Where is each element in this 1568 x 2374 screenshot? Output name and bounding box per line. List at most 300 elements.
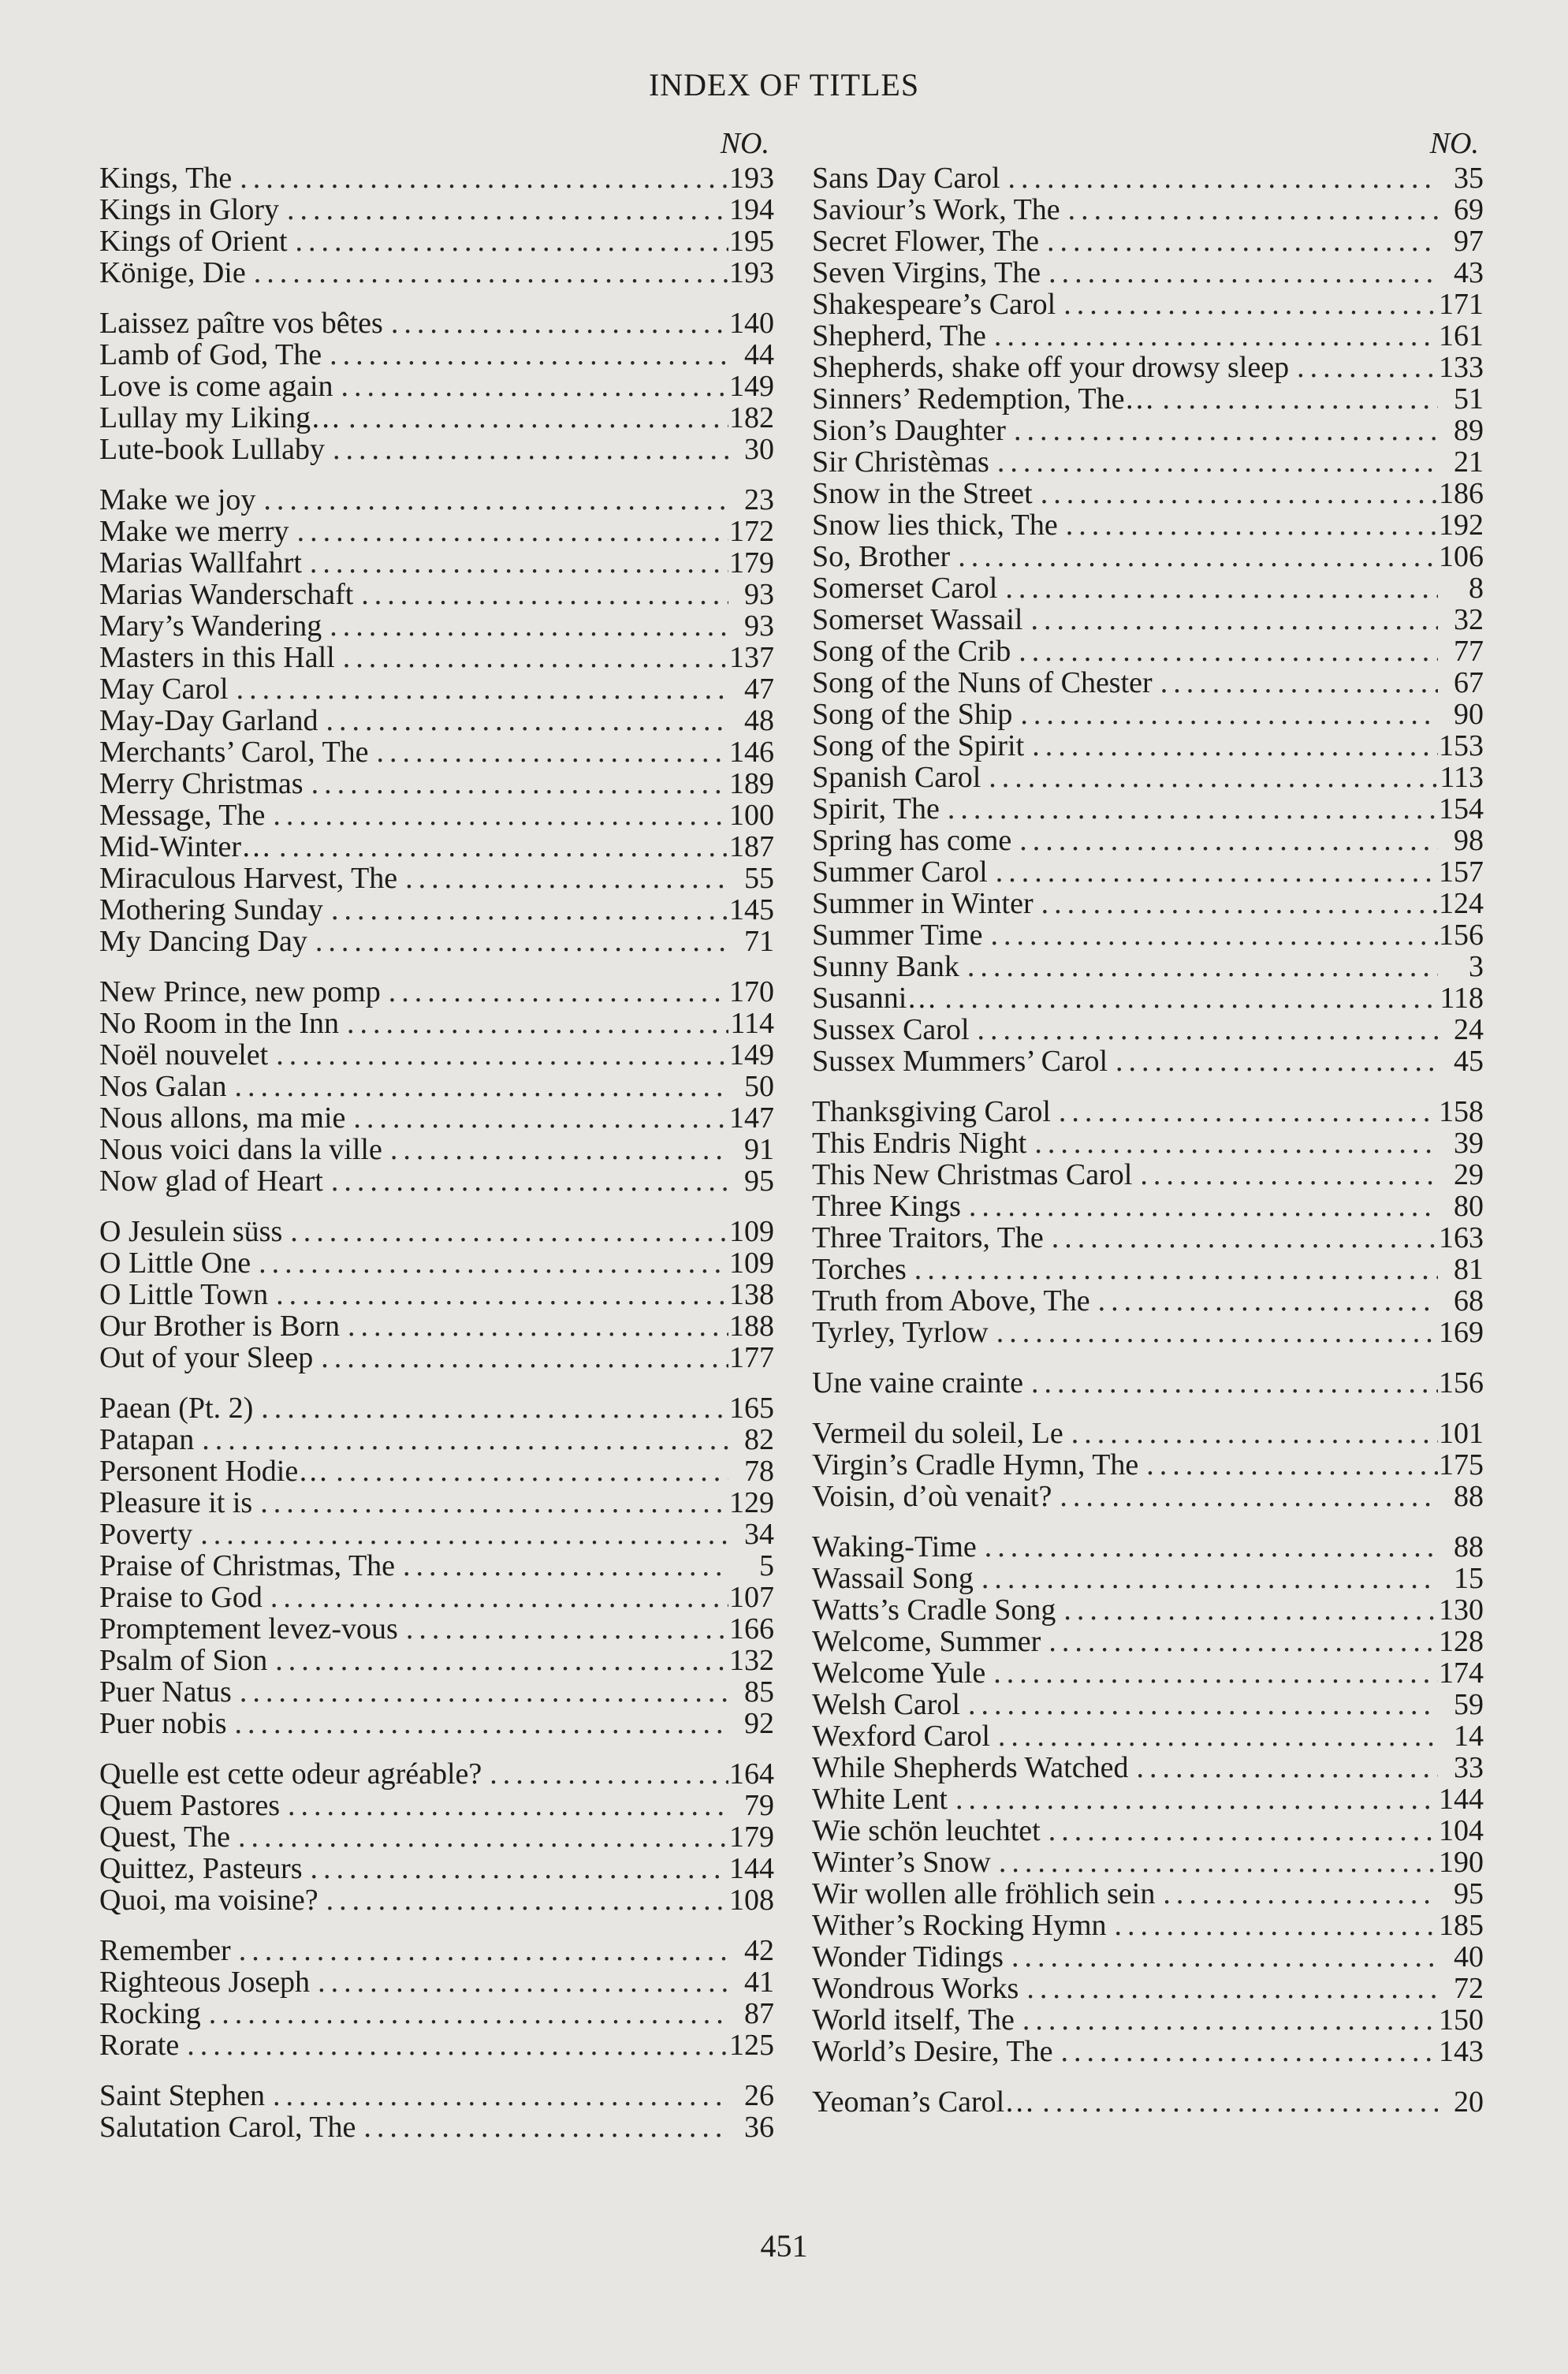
index-entry — [99, 610, 774, 642]
dot-leader — [937, 982, 1438, 1014]
entry-title: Merry Christmas — [99, 768, 304, 799]
dot-leader — [268, 1039, 728, 1071]
entry-number: 107 — [729, 1582, 774, 1613]
entry-title: Make we joy — [99, 484, 256, 516]
dot-leader — [1041, 257, 1438, 289]
dot-leader — [970, 1014, 1439, 1045]
dot-leader — [1107, 1910, 1438, 1941]
entry-number: 174 — [1439, 1657, 1484, 1689]
index-entry — [99, 831, 774, 863]
entry-title: Out of your Sleep — [99, 1342, 314, 1373]
dot-leader — [263, 1582, 728, 1613]
entry-title: Nous allons, ma mie — [99, 1102, 346, 1134]
dot-leader — [251, 1247, 728, 1279]
entry-number: 132 — [729, 1645, 774, 1676]
entry-title: Sussex Carol — [812, 1014, 970, 1045]
dot-leader — [194, 1424, 728, 1455]
entry-number: 190 — [1439, 1847, 1484, 1878]
entry-title: Sunny Bank — [812, 951, 959, 982]
entry-title: Saint Stephen — [99, 2080, 266, 2111]
entry-number: 154 — [1439, 793, 1484, 825]
entry-title: Sans Day Carol — [812, 162, 1000, 194]
dot-leader — [1000, 162, 1438, 194]
entry-title: Yeoman’s Carol… — [812, 2086, 1035, 2118]
entry-number: 14 — [1454, 1720, 1484, 1752]
entry-number: 138 — [729, 1279, 774, 1310]
dot-leader — [230, 1821, 728, 1853]
entry-number: 114 — [730, 1008, 774, 1039]
entry-number: 93 — [744, 579, 774, 610]
entry-title: Kings in Glory — [99, 194, 279, 225]
entry-title: Watts’s Cradle Song — [812, 1594, 1056, 1626]
dot-leader — [1026, 1127, 1438, 1159]
dot-leader — [302, 547, 728, 579]
index-entry — [812, 2004, 1484, 2036]
index-entry — [812, 1626, 1484, 1657]
entry-title: Wir wollen alle fröhlich sein — [812, 1878, 1156, 1910]
entry-number: 149 — [729, 1039, 774, 1071]
entry-title: Shepherds, shake off your drowsy sleep — [812, 352, 1290, 383]
dot-leader — [1041, 1626, 1438, 1657]
entry-title: This New Christmas Carol — [812, 1159, 1133, 1191]
dot-leader — [1051, 1096, 1438, 1127]
entry-title: Seven Virgins, The — [812, 257, 1041, 289]
entry-number: 33 — [1454, 1752, 1484, 1783]
entry-number: 169 — [1439, 1317, 1484, 1348]
dot-leader — [1011, 825, 1438, 856]
index-entry — [812, 1594, 1484, 1626]
entry-number: 26 — [744, 2080, 774, 2111]
entry-number: 21 — [1454, 446, 1484, 478]
index-entry — [99, 1708, 774, 1739]
index-letter-group — [99, 484, 774, 957]
entry-title: Voisin, d’où venait? — [812, 1481, 1052, 1512]
entry-number: 163 — [1439, 1222, 1484, 1254]
entry-title: Summer Carol — [812, 856, 988, 888]
entry-title: Song of the Nuns of Chester — [812, 667, 1153, 699]
dot-leader — [981, 762, 1438, 793]
entry-title: Three Kings — [812, 1191, 961, 1222]
dot-leader — [982, 919, 1438, 951]
entry-number: 15 — [1454, 1563, 1484, 1594]
dot-leader — [961, 1191, 1438, 1222]
index-entry — [99, 673, 774, 705]
index-entry — [812, 1096, 1484, 1127]
index-entry — [99, 2080, 774, 2111]
entry-number: 177 — [729, 1342, 774, 1373]
index-entry — [812, 257, 1484, 289]
entry-title: O Jesulein süss — [99, 1216, 283, 1247]
entry-title: Miraculous Harvest, The — [99, 863, 398, 894]
entry-number: 43 — [1454, 257, 1484, 289]
index-entry — [812, 1941, 1484, 1973]
entry-number: 193 — [729, 257, 774, 289]
entry-number: 147 — [729, 1102, 774, 1134]
entry-number: 30 — [744, 434, 774, 465]
entry-number: 157 — [1439, 856, 1484, 888]
entry-number: 194 — [729, 194, 774, 225]
index-entry — [99, 1613, 774, 1645]
index-entry — [99, 1758, 774, 1790]
right-column — [812, 125, 1484, 2137]
entry-number: 109 — [729, 1216, 774, 1247]
entry-number: 192 — [1439, 509, 1484, 541]
entry-number: 133 — [1439, 352, 1484, 383]
index-entry — [812, 699, 1484, 730]
entry-title: Marias Wanderschaft — [99, 579, 354, 610]
entry-number: 50 — [744, 1071, 774, 1102]
index-entry — [812, 225, 1484, 257]
index-entry — [812, 1847, 1484, 1878]
dot-leader — [265, 2080, 728, 2111]
entry-title: Wonder Tidings — [812, 1941, 1004, 1973]
entry-title: World’s Desire, The — [812, 2036, 1053, 2067]
dot-leader — [1090, 1285, 1438, 1317]
entry-number: 143 — [1439, 2036, 1484, 2067]
dot-leader — [229, 673, 728, 705]
index-entry — [99, 194, 774, 225]
index-entry — [99, 926, 774, 957]
entry-title: Nos Galan — [99, 1071, 227, 1102]
dot-leader — [1006, 415, 1438, 446]
entry-title: Puer Natus — [99, 1676, 232, 1708]
entry-number: 59 — [1454, 1689, 1484, 1720]
dot-leader — [310, 1966, 728, 1998]
dot-leader — [1044, 1222, 1438, 1254]
entry-title: Secret Flower, The — [812, 225, 1039, 257]
index-entry — [99, 642, 774, 673]
entry-title: Thanksgiving Carol — [812, 1096, 1051, 1127]
index-entry — [99, 768, 774, 799]
index-letter-group — [99, 1216, 774, 1373]
left-index-list — [99, 162, 774, 2143]
index-letter-group — [99, 976, 774, 1197]
dot-leader — [1033, 478, 1438, 509]
index-entry — [99, 1550, 774, 1582]
dot-leader — [950, 541, 1438, 572]
entry-title: Salutation Carol, The — [99, 2111, 356, 2143]
entry-number: 164 — [729, 1758, 774, 1790]
dot-leader — [1034, 2086, 1438, 2118]
dot-leader — [1153, 667, 1438, 699]
index-entry — [812, 888, 1484, 919]
dot-leader — [1132, 1159, 1438, 1191]
index-entry — [812, 982, 1484, 1014]
dot-leader — [304, 768, 728, 799]
entry-number: 187 — [729, 831, 774, 863]
entry-title: So, Brother — [812, 541, 951, 572]
index-entry — [99, 257, 774, 289]
index-entry — [99, 1008, 774, 1039]
dot-leader — [1060, 194, 1438, 225]
index-entry — [812, 478, 1484, 509]
entry-title: Mid-Winter… — [99, 831, 271, 863]
entry-title: Könige, Die — [99, 257, 246, 289]
entry-number: 20 — [1454, 2086, 1484, 2118]
dot-leader — [1154, 383, 1438, 415]
index-entry — [812, 1191, 1484, 1222]
index-entry — [99, 307, 774, 339]
entry-title: Shakespeare’s Carol — [812, 289, 1056, 320]
entry-number: 153 — [1439, 730, 1484, 762]
entry-number: 175 — [1439, 1449, 1484, 1481]
dot-leader — [1108, 1045, 1438, 1077]
entry-title: Sion’s Daughter — [812, 415, 1006, 446]
index-entry — [812, 919, 1484, 951]
entry-number: 100 — [729, 799, 774, 831]
entry-title: Quelle est cette odeur agréable? — [99, 1758, 482, 1790]
index-entry — [99, 1790, 774, 1821]
dot-leader — [1056, 1594, 1438, 1626]
index-entry — [812, 1418, 1484, 1449]
entry-title: Snow lies thick, The — [812, 509, 1058, 541]
index-entry — [99, 1455, 774, 1487]
index-entry — [812, 793, 1484, 825]
dot-leader — [1039, 225, 1438, 257]
entry-title: Now glad of Heart — [99, 1165, 323, 1197]
entry-number: 69 — [1454, 194, 1484, 225]
entry-number: 193 — [729, 162, 774, 194]
entry-title: Somerset Carol — [812, 572, 998, 604]
entry-title: Welcome Yule — [812, 1657, 986, 1689]
entry-title: Laissez paître vos bêtes — [99, 307, 383, 339]
entry-number: 81 — [1454, 1254, 1484, 1285]
dot-leader — [267, 1645, 728, 1676]
dot-leader — [369, 736, 728, 768]
entry-number: 71 — [744, 926, 774, 957]
dot-leader — [1023, 1367, 1438, 1399]
index-entry — [99, 1519, 774, 1550]
dot-leader — [325, 434, 728, 465]
index-entry — [812, 383, 1484, 415]
index-entry — [99, 1935, 774, 1966]
entry-number: 80 — [1454, 1191, 1484, 1222]
entry-title: Noël nouvelet — [99, 1039, 269, 1071]
entry-number: 36 — [744, 2111, 774, 2143]
index-entry — [812, 1973, 1484, 2004]
entry-number: 172 — [729, 516, 774, 547]
entry-title: Rorate — [99, 2029, 180, 2061]
index-entry — [99, 516, 774, 547]
entry-number: 24 — [1454, 1014, 1484, 1045]
dot-leader — [192, 1519, 728, 1550]
index-entry — [99, 1165, 774, 1197]
entry-title: Summer Time — [812, 919, 983, 951]
index-entry — [99, 1216, 774, 1247]
entry-number: 45 — [1454, 1045, 1484, 1077]
dot-leader — [1022, 604, 1438, 635]
entry-number: 195 — [729, 225, 774, 257]
entry-title: May-Day Garland — [99, 705, 318, 736]
entry-number: 171 — [1439, 289, 1484, 320]
entry-title: Quittez, Pasteurs — [99, 1853, 303, 1884]
index-entry — [812, 1285, 1484, 1317]
index-entry — [99, 162, 774, 194]
entry-title: Wie schön leuchtet — [812, 1815, 1041, 1847]
entry-title: Puer nobis — [99, 1708, 227, 1739]
dot-leader — [1041, 1815, 1438, 1847]
entry-number: 8 — [1469, 572, 1484, 604]
index-entry — [812, 1815, 1484, 1847]
entry-number: 95 — [744, 1165, 774, 1197]
entry-number: 129 — [729, 1487, 774, 1519]
entry-title: Welcome, Summer — [812, 1626, 1041, 1657]
dot-leader — [986, 320, 1438, 352]
index-entry — [99, 1247, 774, 1279]
dot-leader — [318, 1884, 728, 1916]
index-entry — [99, 1071, 774, 1102]
number-column-header: NO. — [1429, 127, 1479, 160]
entry-number: 79 — [744, 1790, 774, 1821]
entry-number: 48 — [744, 705, 774, 736]
dot-leader — [1063, 1418, 1438, 1449]
entry-title: Mothering Sunday — [99, 894, 323, 926]
index-entry — [812, 1720, 1484, 1752]
entry-number: 29 — [1454, 1159, 1484, 1191]
entry-title: Wexford Carol — [812, 1720, 990, 1752]
index-entry — [99, 547, 774, 579]
dot-leader — [289, 516, 728, 547]
dot-leader — [303, 1853, 728, 1884]
dot-leader — [1034, 888, 1438, 919]
entry-number: 156 — [1439, 1367, 1484, 1399]
entry-title: Remember — [99, 1935, 231, 1966]
dot-leader — [288, 225, 728, 257]
dot-leader — [1011, 635, 1438, 667]
entry-title: Wassail Song — [812, 1563, 974, 1594]
dot-leader — [333, 371, 728, 402]
entry-title: Quest, The — [99, 1821, 231, 1853]
entry-number: 39 — [1454, 1127, 1484, 1159]
dot-leader — [322, 339, 728, 371]
dot-leader — [323, 1165, 728, 1197]
index-entry — [812, 604, 1484, 635]
entry-title: Song of the Spirit — [812, 730, 1025, 762]
index-letter-group — [99, 2080, 774, 2143]
entry-number: 32 — [1454, 604, 1484, 635]
entry-number: 3 — [1469, 951, 1484, 982]
entry-number: 82 — [744, 1424, 774, 1455]
index-entry — [99, 1279, 774, 1310]
entry-number: 47 — [744, 673, 774, 705]
index-entry — [812, 1657, 1484, 1689]
dot-leader — [231, 1935, 728, 1966]
index-entry — [812, 446, 1484, 478]
entry-number: 88 — [1454, 1531, 1484, 1563]
dot-leader — [279, 194, 728, 225]
dot-leader — [307, 926, 728, 957]
dot-leader — [1155, 1878, 1438, 1910]
index-entry — [812, 2036, 1484, 2067]
entry-number: 170 — [729, 976, 774, 1008]
entry-title: Tyrley, Tyrlow — [812, 1317, 989, 1348]
index-entry — [99, 976, 774, 1008]
dot-leader — [977, 1531, 1438, 1563]
left-column — [99, 125, 774, 2162]
entry-title: Kings of Orient — [99, 225, 288, 257]
page-number: 451 — [760, 2228, 808, 2264]
index-entry — [812, 1752, 1484, 1783]
entry-title: Poverty — [99, 1519, 193, 1550]
index-entry — [99, 894, 774, 926]
entry-title: Spanish Carol — [812, 762, 981, 793]
dot-leader — [990, 1720, 1438, 1752]
index-entry — [99, 579, 774, 610]
number-column-header: NO. — [720, 127, 769, 160]
index-entry — [812, 289, 1484, 320]
entry-number: 182 — [729, 402, 774, 434]
entry-number: 68 — [1454, 1285, 1484, 1317]
entry-number: 144 — [729, 1853, 774, 1884]
dot-leader — [383, 307, 728, 339]
index-entry — [812, 1127, 1484, 1159]
entry-number: 179 — [729, 1821, 774, 1853]
entry-number: 109 — [729, 1247, 774, 1279]
index-entry — [99, 863, 774, 894]
index-entry — [99, 2029, 774, 2061]
index-entry — [99, 371, 774, 402]
index-entry — [812, 162, 1484, 194]
dot-leader — [318, 705, 728, 736]
index-entry — [812, 1254, 1484, 1285]
index-entry — [99, 2111, 774, 2143]
entry-number: 5 — [759, 1550, 774, 1582]
index-entry — [99, 1821, 774, 1853]
entry-title: Nous voici dans la ville — [99, 1134, 382, 1165]
entry-number: 185 — [1439, 1910, 1484, 1941]
dot-leader — [1289, 352, 1438, 383]
entry-number: 128 — [1439, 1626, 1484, 1657]
entry-number: 150 — [1439, 2004, 1484, 2036]
entry-number: 137 — [729, 642, 774, 673]
index-entry — [99, 1676, 774, 1708]
index-entry — [812, 1367, 1484, 1399]
index-entry — [812, 1045, 1484, 1077]
entry-number: 72 — [1454, 1973, 1484, 2004]
dot-leader — [974, 1563, 1438, 1594]
entry-number: 89 — [1454, 415, 1484, 446]
entry-title: Paean (Pt. 2) — [99, 1392, 254, 1424]
entry-title: Righteous Joseph — [99, 1966, 311, 1998]
entry-title: My Dancing Day — [99, 926, 307, 957]
dot-leader — [1058, 509, 1438, 541]
dot-leader — [322, 610, 728, 642]
entry-title: Somerset Wassail — [812, 604, 1023, 635]
dot-leader — [907, 1254, 1438, 1285]
entry-title: Kings, The — [99, 162, 233, 194]
dot-leader — [381, 976, 728, 1008]
index-entry — [99, 484, 774, 516]
dot-leader — [341, 402, 728, 434]
entry-title: Quem Pastores — [99, 1790, 281, 1821]
entry-number: 42 — [744, 1935, 774, 1966]
index-letter-group — [812, 1418, 1484, 1512]
entry-title: Sinners’ Redemption, The… — [812, 383, 1155, 415]
entry-title: Saviour’s Work, The — [812, 194, 1060, 225]
dot-leader — [1012, 699, 1438, 730]
entry-number: 41 — [744, 1966, 774, 1998]
entry-number: 55 — [744, 863, 774, 894]
entry-title: Three Traitors, The — [812, 1222, 1044, 1254]
index-letter-group — [812, 2086, 1484, 2118]
dot-leader — [1052, 1481, 1438, 1512]
dot-leader — [232, 162, 728, 194]
entry-title: Waking-Time — [812, 1531, 977, 1563]
dot-leader — [345, 1102, 728, 1134]
index-entry — [812, 572, 1484, 604]
index-entry — [99, 434, 774, 465]
dot-leader — [397, 863, 728, 894]
